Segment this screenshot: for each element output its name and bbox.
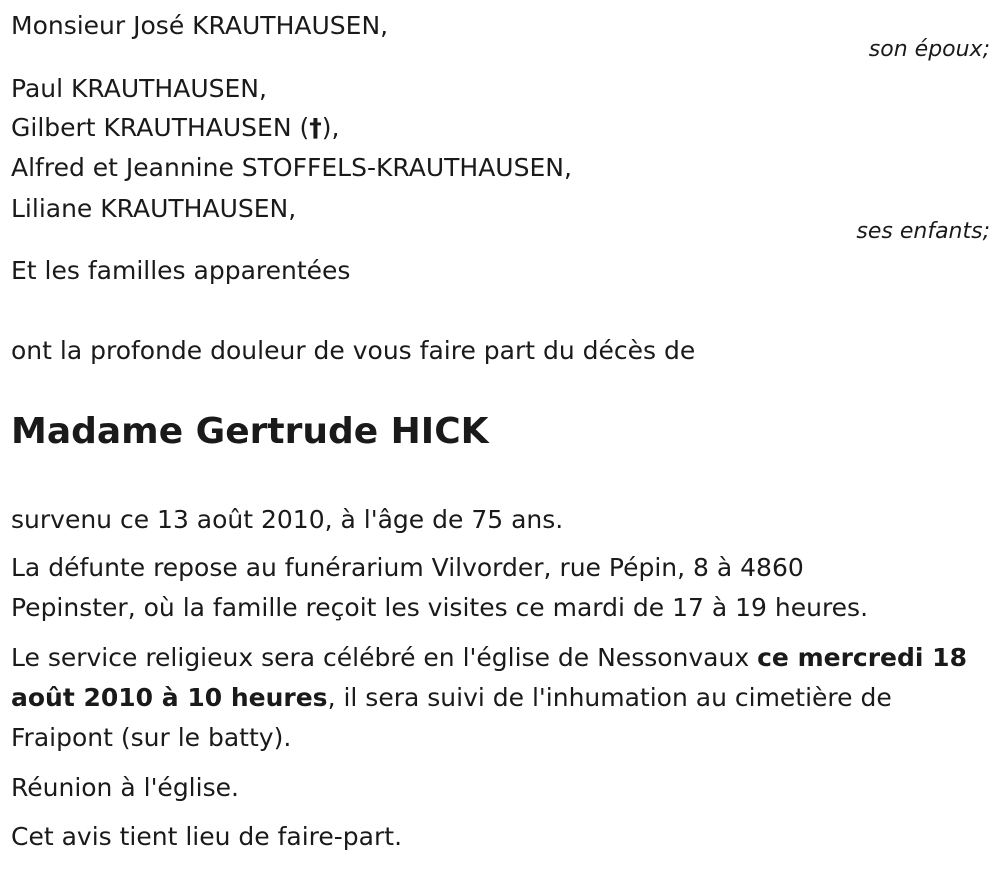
child-name-suffix: ),	[321, 113, 340, 142]
relatives-line: Et les familles apparentées	[11, 256, 351, 285]
notice-note: Cet avis tient lieu de faire-part.	[11, 822, 403, 851]
child-name-text: Gilbert KRAUTHAUSEN (	[11, 113, 310, 142]
spouse-role: son époux;	[868, 37, 990, 62]
announcement-text: ont la profonde douleur de vous faire part du décès de	[11, 336, 696, 365]
service-text-end: , il sera suivi de l'inhumation au cimetière de Fraipont (sur le batty).	[11, 683, 892, 752]
spouse-name: Monsieur José KRAUTHAUSEN,	[11, 11, 389, 40]
child-name-deceased	[11, 113, 339, 143]
deceased-name: Madame Gertrude HICK	[11, 411, 489, 452]
child-name: Liliane KRAUTHAUSEN,	[11, 194, 297, 223]
children-role: ses enfants;	[856, 219, 990, 244]
service-details	[11, 638, 986, 758]
child-name: Alfred et Jeannine STOFFELS-KRAUTHAUSEN,	[11, 153, 572, 182]
service-text-start: Le service religieux sera célébré en l'église de Nessonvaux	[11, 643, 758, 672]
repose-details: La défunte repose au funérarium Vilvorder, rue Pépin, 8 à 4860 Pepinster, où la famille reçoit les visites ce mardi de 17 à 19 heures.	[11, 553, 869, 622]
service-date-time: ce mercredi 18 août 2010 à 10 heures	[11, 643, 967, 712]
meeting-note: Réunion à l'église.	[11, 773, 239, 802]
child-name: Paul KRAUTHAUSEN,	[11, 74, 267, 103]
cross-icon: †	[309, 113, 322, 142]
death-details: survenu ce 13 août 2010, à l'âge de 75 ans.	[11, 505, 564, 534]
